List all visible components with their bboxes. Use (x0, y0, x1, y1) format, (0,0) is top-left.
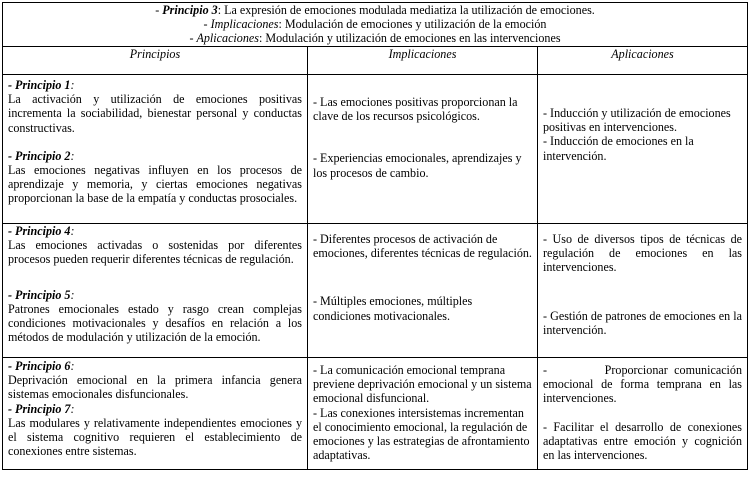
principio-label: - Principio 2: (8, 148, 75, 163)
principio-text: Las emociones negativas influyen en los procesos de aprendizaje y memoria, y ciertas emociones negativas proporcionan la base de la empatía y conductas prosociales. (8, 163, 302, 206)
aplicaciones-cell (538, 224, 748, 358)
table-row (3, 224, 748, 358)
principles-table (2, 2, 748, 470)
implicacion-text: - Las conexiones intersistemas incrementan el conocimiento emocional, la regulación de emociones y las estrategias de afrontamiento adaptativas. (313, 405, 530, 463)
implicaciones-cell (308, 75, 538, 224)
principios-cell (3, 224, 308, 358)
principio-label: - Principio 1: (8, 78, 75, 92)
principio-label: - Principio 4: (8, 224, 75, 238)
implicaciones-cell (308, 224, 538, 358)
column-header-aplicaciones: Aplicaciones (538, 47, 748, 75)
header-line-principio-3: - Principio 3: La expresión de emociones modulada mediatiza la utilización de emociones. (155, 3, 595, 17)
aplicacion-text: - Inducción y utilización de emociones positivas en intervenciones. (543, 106, 731, 135)
aplicacion-text: - Uso de diversos tipos de técnicas de regulación de emociones en las intervenciones. (543, 232, 743, 275)
implicacion-text: - Múltiples emociones, múltiples condiciones motivacionales. (313, 294, 473, 323)
column-header-principios: Principios (3, 47, 308, 75)
implicacion-text: - La comunicación emocional temprana previene deprivación emocional y un sistema emocional disfuncional. (313, 363, 532, 406)
principio-text: La activación y utilización de emociones positivas incrementa la sociabilidad, bienestar personal y conductas constructivas. (8, 92, 302, 135)
aplicacion-text: - Inducción de emociones en la intervención. (543, 134, 694, 163)
aplicaciones-label: Aplicaciones (196, 31, 259, 46)
aplicacion-text: - Gestión de patrones de emociones en la intervención. (543, 308, 743, 337)
implicaciones-label: Implicaciones (210, 17, 279, 32)
implicacion-text: - Las emociones positivas proporcionan la clave de los recursos psicológicos. (313, 95, 518, 124)
table-row (3, 75, 748, 224)
principio-3-label: Principio 3 (162, 3, 218, 17)
principio-label: - Principio 5: (8, 287, 75, 302)
aplicacion-text: - Proporcionar comunicación emocional de forma temprana en las intervenciones. (543, 363, 746, 406)
header-line-aplicaciones: - Aplicaciones: Modulación y utilización de emociones en las intervenciones (189, 31, 561, 46)
column-header-row (3, 47, 748, 75)
principio-text: Las modulares y relativamente independientes emociones y el sistema cognitivo requieren el establecimiento de conexiones entre sistemas. (8, 415, 302, 459)
principios-cell (3, 75, 308, 224)
principio-text: Patrones emocionales estado y rasgo crean complejas condiciones motivacionales y desafíos en relación a los métodos de modulación y utilización de la emoción. (8, 301, 302, 345)
principio-text: Las emociones activadas o sostenidas por diferentes procesos pueden requerir diferentes técnicas de regulación. (8, 238, 302, 267)
implicacion-text: - Experiencias emocionales, aprendizajes y los procesos de cambio. (313, 151, 522, 180)
aplicacion-text: - Facilitar el desarrollo de conexiones adaptativas entre emoción y cognición en las intervenciones. (543, 419, 743, 463)
header-line-implicaciones: - Implicaciones: Modulación de emociones y utilización de la emoción (203, 17, 547, 32)
table-row (3, 358, 748, 470)
implicaciones-cell (308, 358, 538, 470)
implicacion-text: - Diferentes procesos de activación de emociones, diferentes técnicas de regulación. (313, 232, 532, 261)
column-header-implicaciones: Implicaciones (308, 47, 538, 75)
principio-label: - Principio 7: (8, 401, 75, 416)
header-row (3, 3, 748, 47)
principios-cell (3, 358, 308, 470)
aplicaciones-cell (538, 75, 748, 224)
table-header-cell (3, 3, 748, 47)
principio-label: - Principio 6: (8, 359, 75, 373)
principio-text: Deprivación emocional en la primera infancia genera sistemas emocionales disfuncionales. (8, 373, 302, 402)
aplicaciones-cell (538, 358, 748, 470)
